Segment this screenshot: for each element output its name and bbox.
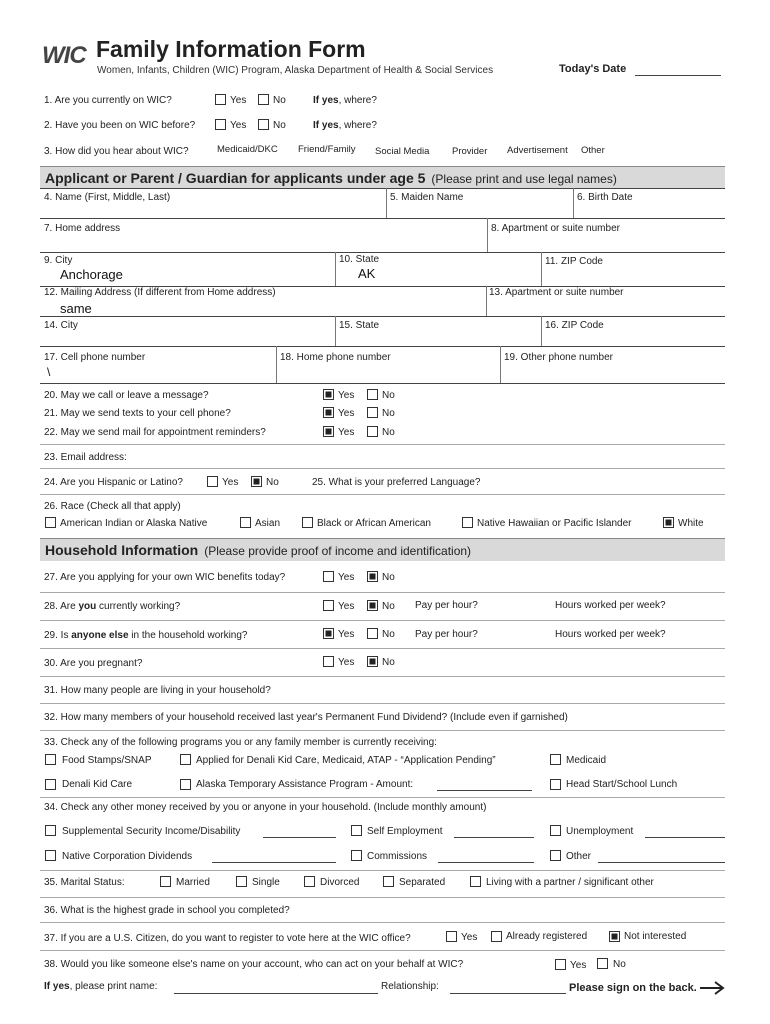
field-birth-label: 6. Birth Date [577,192,633,203]
income-commissions-label: Commissions [367,851,428,862]
q33-label: 33. Check any of the following programs you or any family member is currently receiving: [44,737,437,748]
income-self-label: Self Employment [367,826,443,837]
program-snap-checkbox[interactable] [45,754,56,765]
field-cell-value[interactable]: \ [47,365,51,379]
q28-no-checkbox[interactable] [367,600,378,611]
q28-yes-checkbox[interactable] [323,600,334,611]
income-other-checkbox[interactable] [550,850,561,861]
wic-logo [42,42,86,70]
program-snap-label: Food Stamps/SNAP [62,755,152,766]
q26-label: 26. Race (Check all that apply) [44,501,181,512]
q38-yes-checkbox[interactable] [555,959,566,970]
income-other-label: Other [566,851,592,862]
todays-date-label: Today's Date [559,63,627,75]
q31-label: 31. How many people are living in your household? [44,685,271,696]
section-household-title: Household Information [45,542,199,558]
q30-yes-checkbox[interactable] [323,656,334,667]
q3-option-friend[interactable]: Friend/Family [298,144,356,155]
q35-label: 35. Marital Status: [44,877,125,888]
q37-label: 37. If you are a U.S. Citizen, do you want to register to vote here at the WIC office? [44,933,411,944]
marital-divorced-label: Divorced [320,877,360,888]
q20-yes-label: Yes [338,390,355,401]
section-household-header [40,538,725,561]
income-self-line[interactable] [454,837,534,838]
field-mailing-label: 12. Mailing Address (If different from Home address) [44,287,276,298]
marital-married-label: Married [176,877,210,888]
field-state-value[interactable]: AK [358,266,376,281]
q22-no-checkbox[interactable] [367,426,378,437]
field-state2-label: 15. State [339,320,380,331]
race-asian-checkbox[interactable] [240,517,251,528]
field-name-label: 4. Name (First, Middle, Last) [44,192,171,203]
q30-yes-label: Yes [338,657,355,668]
q21-yes-label: Yes [338,408,355,419]
vote-yes-checkbox[interactable] [446,931,457,942]
income-ssi-label: Supplemental Security Income/Disability [62,826,241,837]
section-applicant-title: Applicant or Parent / Guardian for applicants under age 5 [45,170,426,186]
todays-date-field[interactable] [635,75,721,76]
program-atap-label: Alaska Temporary Assistance Program - Amount: [196,779,414,790]
program-pending-checkbox[interactable] [180,754,191,765]
marital-separated-label: Separated [399,877,446,888]
q24-no-checkbox[interactable] [251,476,262,487]
q28-yes-label: Yes [338,601,355,612]
field-home-address-label: 7. Home address [44,223,121,234]
q27-label: 27. Are you applying for your own WIC benefits today? [44,572,286,583]
relationship-line[interactable] [450,993,566,994]
q29-yes-checkbox[interactable] [323,628,334,639]
q29-pay-label: Pay per hour? [415,629,478,640]
vote-yes-label: Yes [461,932,478,943]
marital-single-label: Single [252,877,280,888]
q24-yes-checkbox[interactable] [207,476,218,487]
q3-option-provider[interactable]: Provider [452,146,488,157]
program-denali-checkbox[interactable] [45,779,56,790]
print-name-line[interactable] [174,993,378,994]
field-apt-label: 8. Apartment or suite number [491,223,620,234]
income-unemployment-checkbox[interactable] [550,825,561,836]
program-medicaid-label: Medicaid [566,755,607,766]
field-other-phone-label: 19. Other phone number [504,352,613,363]
q27-yes-label: Yes [338,572,355,583]
field-cell-label: 17. Cell phone number [44,352,146,363]
section-applicant-header [40,166,725,189]
race-hawaiian-checkbox[interactable] [462,517,473,528]
q22-yes-label: Yes [338,427,355,438]
q38-label: 38. Would you like someone else's name on your account, who can act on your behalf at WIC? [44,959,464,970]
q3-label: 3. How did you hear about WIC? [44,146,189,157]
marital-single-checkbox[interactable] [236,876,247,887]
field-home-phone-label: 18. Home phone number [280,352,391,363]
q38-no-checkbox[interactable] [597,958,608,969]
q29-yes-label: Yes [338,629,355,640]
q29-hours-label: Hours worked per week? [555,629,666,640]
q1-where-label: If yes, where? [313,95,377,106]
income-unemployment-line[interactable] [645,837,725,838]
q3-option-social[interactable]: Social Media [375,146,430,157]
q36-label: 36. What is the highest grade in school you completed? [44,905,290,916]
q29-label: 29. Is anyone else in the household working? [44,630,248,641]
field-state-label: 10. State [339,254,380,265]
income-ssi-line[interactable] [263,837,336,838]
race-american-indian-checkbox[interactable] [45,517,56,528]
field-city2-label: 14. City [44,320,78,331]
section-household-note: (Please provide proof of income and identification) [204,544,472,558]
q28-no-label: No [382,601,395,612]
q29-no-checkbox[interactable] [367,628,378,639]
form-subtitle: Women, Infants, Children (WIC) Program, Alaska Department of Health & Social Services [97,65,494,76]
marital-partner-label: Living with a partner / significant other [486,877,654,888]
income-native-label: Native Corporation Dividends [62,851,193,862]
vote-registered-label: Already registered [506,931,588,942]
q21-no-label: No [382,408,395,419]
q24-no-label: No [266,477,279,488]
q22-label: 22. May we send mail for appointment reminders? [44,427,266,438]
race-black-label: Black or African American [317,518,431,529]
marital-divorced-checkbox[interactable] [304,876,315,887]
program-medicaid-checkbox[interactable] [550,754,561,765]
q20-yes-checkbox[interactable] [323,389,334,400]
relationship-label: Relationship: [381,981,439,992]
field-zip2-label: 16. ZIP Code [545,320,604,331]
q28-label: 28. Are you currently working? [44,601,181,612]
income-unemployment-label: Unemployment [566,826,634,837]
q3-option-advertisement[interactable]: Advertisement [507,145,568,156]
q27-yes-checkbox[interactable] [323,571,334,582]
arrow-right-icon [700,980,726,996]
q23-email-label: 23. Email address: [44,452,127,463]
q30-no-checkbox[interactable] [367,656,378,667]
field-maiden-label: 5. Maiden Name [390,192,464,203]
q21-label: 21. May we send texts to your cell phone? [44,408,231,419]
race-hawaiian-label: Native Hawaiian or Pacific Islander [477,518,632,529]
q1-yes-label: Yes [230,95,247,106]
field-zip-label: 11. ZIP Code [545,256,603,267]
race-asian-label: Asian [255,518,281,529]
wic-logo-text: WIC [42,42,86,69]
q29-no-label: No [382,629,395,640]
q32-label: 32. How many members of your household received last year's Permanent Fund Dividend? (Include even if garnished) [44,712,568,723]
form-title: Family Information Form [96,36,366,62]
sign-on-back-note: Please sign on the back. [569,982,697,994]
program-atap-checkbox[interactable] [180,779,191,790]
program-denali-label: Denali Kid Care [62,779,133,790]
field-city-label: 9. City [44,255,73,266]
q34-label: 34. Check any other money received by you or anyone in your household. (Include monthly amount) [44,802,487,813]
q24-label: 24. Are you Hispanic or Latino? [44,477,183,488]
income-native-line[interactable] [212,862,336,863]
marital-separated-checkbox[interactable] [383,876,394,887]
q28-pay-label: Pay per hour? [415,600,478,611]
q28-hours-label: Hours worked per week? [555,600,666,611]
income-commissions-line[interactable] [438,862,534,863]
income-commissions-checkbox[interactable] [351,850,362,861]
section-applicant-note: (Please print and use legal names) [431,172,617,186]
q25-label: 25. What is your preferred Language? [312,477,481,488]
q2-yes-checkbox[interactable] [215,119,226,130]
q22-yes-checkbox[interactable] [323,426,334,437]
race-black-checkbox[interactable] [302,517,313,528]
income-self-checkbox[interactable] [351,825,362,836]
q24-yes-label: Yes [222,477,239,488]
q21-yes-checkbox[interactable] [323,407,334,418]
race-white-checkbox[interactable] [663,517,674,528]
income-ssi-checkbox[interactable] [45,825,56,836]
marital-married-checkbox[interactable] [160,876,171,887]
q30-label: 30. Are you pregnant? [44,658,143,669]
q22-no-label: No [382,427,395,438]
q2-yes-label: Yes [230,120,247,131]
field-apt2-label: 13. Apartment or suite number [489,287,624,298]
q1-no-label: No [273,95,286,106]
q2-no-label: No [273,120,286,131]
field-city-value[interactable]: Anchorage [60,267,123,282]
q3-option-medicaid[interactable]: Medicaid/DKC [217,144,278,155]
program-headstart-label: Head Start/School Lunch [566,779,678,790]
vote-registered-checkbox[interactable] [491,931,502,942]
q20-label: 20. May we call or leave a message? [44,390,209,401]
vote-not-interested-label: Not interested [624,931,687,942]
q1-no-checkbox[interactable] [258,94,269,105]
q30-no-label: No [382,657,395,668]
q27-no-label: No [382,572,395,583]
q2-where-label: If yes, where? [313,120,377,131]
race-american-indian-label: American Indian or Alaska Native [60,518,208,529]
q2-no-checkbox[interactable] [258,119,269,130]
marital-partner-checkbox[interactable] [470,876,481,887]
q21-no-checkbox[interactable] [367,407,378,418]
race-white-label: White [678,518,704,529]
print-name-label: If yes, please print name: [44,981,158,992]
vote-not-interested-checkbox[interactable] [609,931,620,942]
program-atap-amount-line[interactable] [437,790,532,791]
q20-no-label: No [382,390,395,401]
q1-label: 1. Are you currently on WIC? [44,95,172,106]
q3-option-other[interactable]: Other [581,145,605,156]
q20-no-checkbox[interactable] [367,389,378,400]
income-other-line[interactable] [598,862,725,863]
program-headstart-checkbox[interactable] [550,779,561,790]
q2-label: 2. Have you been on WIC before? [44,120,196,131]
field-mailing-value[interactable]: same [60,301,92,316]
q38-yes-label: Yes [570,960,587,971]
q1-yes-checkbox[interactable] [215,94,226,105]
income-native-checkbox[interactable] [45,850,56,861]
q38-no-label: No [613,959,626,970]
q27-no-checkbox[interactable] [367,571,378,582]
program-pending-label: Applied for Denali Kid Care, Medicaid, ATAP - “Application Pending” [196,755,496,766]
